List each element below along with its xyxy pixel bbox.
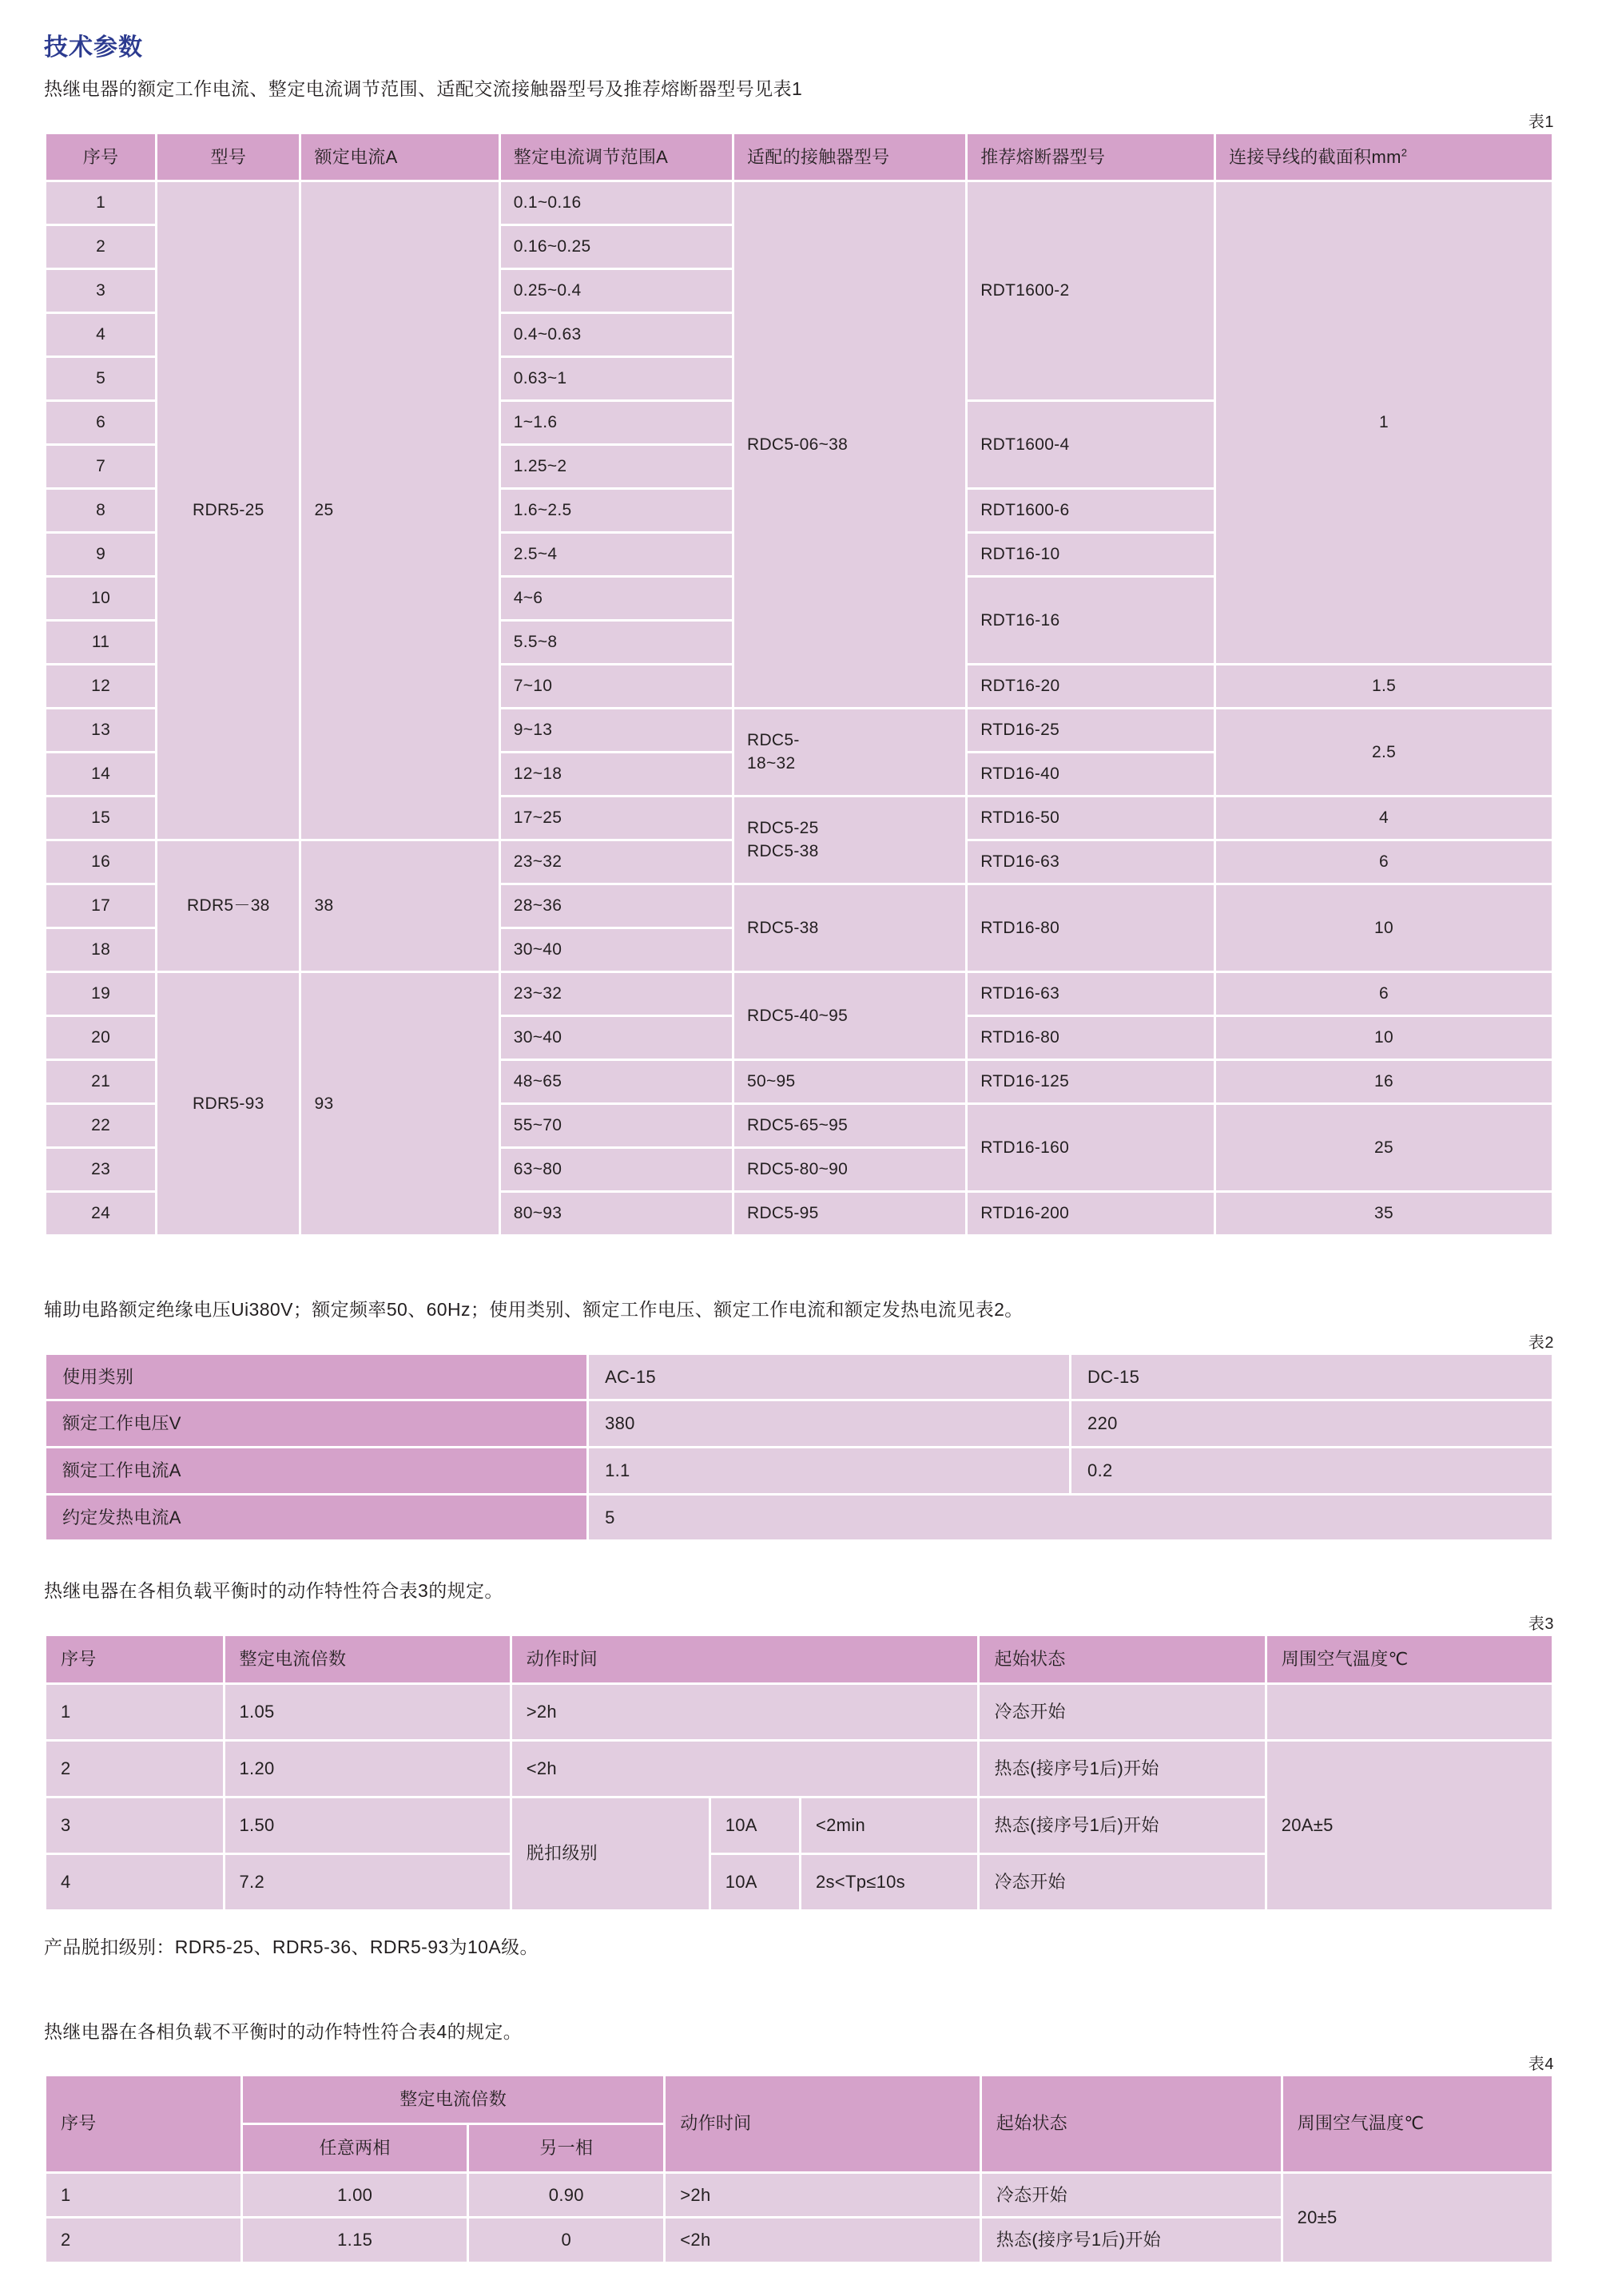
table1-cell-no: 6: [46, 402, 155, 443]
table3-cell-action-time: 2s<Tp≤10s: [801, 1855, 978, 1909]
table3-col-no: 序号: [46, 1636, 223, 1682]
table4-col-mult-group: 整定电流倍数: [243, 2076, 663, 2123]
table-2-aux-circuit: [44, 1353, 1554, 1543]
table3-cell-multiplier: 7.2: [225, 1855, 510, 1909]
table3-cell-no: 2: [46, 1742, 223, 1796]
table2-caption-row: [44, 1329, 1554, 1353]
table1-cell-setting-range: 0.25~0.4: [501, 270, 732, 312]
table1-caption-row: [44, 108, 1554, 132]
table3-cell-trip-grade: 10A: [711, 1798, 799, 1853]
table1-cell-fuse: RTD16-50: [968, 797, 1214, 839]
table1-cell-contactor: RDC5-95: [734, 1193, 965, 1234]
table1-caption: 表1: [1528, 113, 1554, 131]
table3-body: [46, 1685, 1552, 1909]
table3-cell-trip-grade: 10A: [711, 1855, 799, 1909]
table1-cell-contactor: RDC5-40~95: [734, 973, 965, 1059]
table1-col-wire-section-text: 连接导线的截面积mm: [1229, 146, 1401, 167]
table1-cell-contactor: 50~95: [734, 1061, 965, 1102]
table-row: [46, 2174, 1552, 2217]
table1-cell-no: 24: [46, 1193, 155, 1234]
table1-cell-no: 11: [46, 622, 155, 663]
table1-cell-rated-current: 38: [301, 841, 498, 971]
table4-col-state: 起始状态: [982, 2076, 1281, 2171]
table3-col-action-time: 动作时间: [512, 1636, 978, 1682]
table3-cell-action-time: <2min: [801, 1798, 978, 1853]
table4-cell-no: 2: [46, 2219, 240, 2262]
table2-body: [46, 1355, 1552, 1540]
table2-cell-value: 5: [589, 1496, 1552, 1540]
table1-cell-no: 23: [46, 1149, 155, 1190]
table3-cell-initial-state: 热态(接序号1后)开始: [980, 1742, 1264, 1796]
table-row: [46, 1355, 1552, 1400]
table1-cell-no: 7: [46, 446, 155, 487]
table1-cell-wire-section: 16: [1216, 1061, 1552, 1102]
table1-cell-no: 15: [46, 797, 155, 839]
table1-cell-contactor: RDC5-80~90: [734, 1149, 965, 1190]
table1-col-contactor: 适配的接触器型号: [734, 134, 965, 181]
table-row: [46, 1448, 1552, 1493]
table3-col-mult: 整定电流倍数: [225, 1636, 510, 1682]
table1-lead-text: 热继电器的额定工作电流、整定电流调节范围、适配交流接触器型号及推荐熔断器型号见表1: [44, 78, 803, 99]
table1-cell-no: 17: [46, 885, 155, 927]
table2-cell-ac: AC-15: [589, 1355, 1069, 1400]
table4-col-ambient-text: 周围空气温度: [1297, 2113, 1405, 2134]
table1-cell-no: 2: [46, 226, 155, 268]
table2-row-label: 使用类别: [46, 1355, 586, 1400]
table1-cell-wire-section: 1.5: [1216, 665, 1552, 707]
table4-header-row-1: [46, 2076, 1552, 2123]
table1-cell-wire-section: 1: [1216, 182, 1552, 663]
table1-cell-contactor: RDC5-38: [734, 885, 965, 971]
table1-cell-setting-range: 1.25~2: [501, 446, 732, 487]
table1-cell-setting-range: 0.63~1: [501, 358, 732, 399]
table4-col-ambient-unit: ℃: [1404, 2113, 1425, 2134]
table2-cell-ac: 1.1: [589, 1448, 1069, 1493]
table4-cell-other-phase: 0.90: [469, 2174, 663, 2217]
table1-col-wire-section-sup: 2: [1401, 146, 1408, 159]
table4-caption: 表4: [1528, 2056, 1554, 2074]
table1-cell-no: 1: [46, 182, 155, 224]
table2-caption: 表2: [1528, 1333, 1554, 1352]
table3-lead-text: 热继电器在各相负载平衡时的动作特性符合表3的规定。: [44, 1580, 503, 1602]
table4-cell-no: 1: [46, 2174, 240, 2217]
table1-body: [46, 182, 1552, 1234]
table1-cell-wire-section: 10: [1216, 1017, 1552, 1059]
table1-cell-no: 9: [46, 534, 155, 575]
table1-col-setting-range: 整定电流调节范围A: [501, 134, 732, 181]
spacer-after-table1: [44, 1237, 1554, 1296]
table1-cell-setting-range: 30~40: [501, 1017, 732, 1059]
table3-cell-no: 4: [46, 1855, 223, 1909]
table1-col-fuse: 推荐熔断器型号: [968, 134, 1214, 181]
table1-cell-fuse: RDT16-16: [968, 578, 1214, 663]
table1-cell-setting-range: 23~32: [501, 841, 732, 883]
table1-cell-no: 5: [46, 358, 155, 399]
table-3-balanced-load: [44, 1634, 1554, 1912]
table1-cell-no: 3: [46, 270, 155, 312]
table1-cell-contactor: RDC5-06~38: [734, 182, 965, 707]
table1-cell-setting-range: 0.16~0.25: [501, 226, 732, 268]
table3-cell-multiplier: 1.50: [225, 1798, 510, 1853]
table3-caption-row: [44, 1610, 1554, 1634]
table3-col-state: 起始状态: [980, 1636, 1264, 1682]
table-row: [46, 973, 1552, 1015]
table2-row-label: 额定工作电流A: [46, 1448, 586, 1493]
table3-cell-action-time: <2h: [512, 1742, 978, 1796]
table1-cell-fuse: RTD16-200: [968, 1193, 1214, 1234]
table3-cell-initial-state: 热态(接序号1后)开始: [980, 1798, 1264, 1853]
table1-cell-no: 12: [46, 665, 155, 707]
table-row: [46, 1401, 1552, 1446]
table1-cell-fuse: RDT1600-2: [968, 182, 1214, 399]
table1-cell-fuse: RTD16-25: [968, 709, 1214, 751]
table2-lead-text: 辅助电路额定绝缘电压Ui380V；额定频率50、60Hz；使用类别、额定工作电压、额定工作电流和额定发热电流见表2。: [44, 1299, 1024, 1321]
table1-cell-setting-range: 0.1~0.16: [501, 182, 732, 224]
table1-cell-setting-range: 4~6: [501, 578, 732, 619]
table4-col-ambient: [1283, 2076, 1552, 2171]
table3-cell-initial-state: 冷态开始: [980, 1685, 1264, 1739]
table1-cell-fuse: RDT16-10: [968, 534, 1214, 575]
table1-cell-fuse: RTD16-80: [968, 1017, 1214, 1059]
table3-cell-trip-grade-label: 脱扣级别: [512, 1798, 709, 1909]
table1-cell-wire-section: 35: [1216, 1193, 1552, 1234]
table1-cell-setting-range: 7~10: [501, 665, 732, 707]
table4-col-other-phase: 另一相: [469, 2125, 663, 2171]
table2-cell-dc: 220: [1071, 1401, 1552, 1446]
table1-cell-no: 20: [46, 1017, 155, 1059]
table1-cell-fuse: RDT1600-6: [968, 490, 1214, 531]
page-title: 技术参数: [44, 34, 143, 61]
table3-cell-multiplier: 1.05: [225, 1685, 510, 1739]
table1-cell-setting-range: 17~25: [501, 797, 732, 839]
table3-cell-initial-state: 冷态开始: [980, 1855, 1264, 1909]
table1-col-rated-current: 额定电流A: [301, 134, 498, 181]
table1-cell-setting-range: 80~93: [501, 1193, 732, 1234]
spacer-after-table3: [44, 1959, 1554, 2018]
table1-cell-no: 8: [46, 490, 155, 531]
table2-cell-dc: DC-15: [1071, 1355, 1552, 1400]
table2-row-label: 额定工作电压V: [46, 1401, 586, 1446]
table1-cell-setting-range: 23~32: [501, 973, 732, 1015]
table1-cell-setting-range: 28~36: [501, 885, 732, 927]
table1-cell-model: RDR5-93: [157, 973, 299, 1234]
table1-cell-contactor: RDC5-65~95: [734, 1105, 965, 1146]
table1-cell-setting-range: 0.4~0.63: [501, 314, 732, 356]
table1-cell-fuse: RTD16-125: [968, 1061, 1214, 1102]
table1-cell-fuse: RTD16-63: [968, 973, 1214, 1015]
table1-cell-setting-range: 2.5~4: [501, 534, 732, 575]
table1-cell-no: 19: [46, 973, 155, 1015]
table1-cell-wire-section: 10: [1216, 885, 1552, 971]
table-4-unbalanced-load: [44, 2074, 1554, 2264]
table4-col-no: 序号: [46, 2076, 240, 2171]
table3-col-ambient: [1267, 1636, 1552, 1682]
table1-header-row: [46, 134, 1552, 181]
table1-cell-contactor: RDC5- 18~32: [734, 709, 965, 795]
table1-cell-setting-range: 1~1.6: [501, 402, 732, 443]
table1-cell-wire-section: 25: [1216, 1105, 1552, 1190]
table-row: [46, 1685, 1552, 1739]
table1-col-model: 型号: [157, 134, 299, 181]
table4-cell-initial-state: 冷态开始: [982, 2174, 1281, 2217]
table1-cell-wire-section: 2.5: [1216, 709, 1552, 795]
table4-cell-action-time: <2h: [666, 2219, 979, 2262]
table4-cell-ambient-temp: 20±5: [1283, 2174, 1552, 2262]
table-1-rated-current: [44, 132, 1554, 1237]
table-row: [46, 1742, 1552, 1796]
table1-cell-fuse: RDT1600-4: [968, 402, 1214, 487]
table1-cell-setting-range: 63~80: [501, 1149, 732, 1190]
table1-cell-setting-range: 1.6~2.5: [501, 490, 732, 531]
table1-cell-no: 16: [46, 841, 155, 883]
table1-cell-wire-section: 6: [1216, 841, 1552, 883]
table1-col-wire-section: [1216, 134, 1552, 181]
table1-cell-rated-current: 93: [301, 973, 498, 1234]
table4-lead-text: 热继电器在各相负载不平衡时的动作特性符合表4的规定。: [44, 2020, 523, 2042]
table2-cell-ac: 380: [589, 1401, 1069, 1446]
table1-cell-no: 14: [46, 753, 155, 795]
table3-col-ambient-text: 周围空气温度: [1281, 1648, 1389, 1669]
table4-caption-row: [44, 2050, 1554, 2074]
table1-cell-setting-range: 48~65: [501, 1061, 732, 1102]
table1-cell-fuse: RTD16-160: [968, 1105, 1214, 1190]
table3-col-ambient-unit: ℃: [1388, 1648, 1409, 1669]
table3-cell-no: 1: [46, 1685, 223, 1739]
table1-cell-contactor: RDC5-25 RDC5-38: [734, 797, 965, 883]
table4-body: [46, 2174, 1552, 2262]
table3-cell-ambient-temp: 20A±5: [1267, 1742, 1552, 1909]
table1-cell-no: 4: [46, 314, 155, 356]
table1-col-no: 序号: [46, 134, 155, 181]
table3-cell-ambient-blank: [1267, 1685, 1552, 1739]
table1-cell-fuse: RTD16-40: [968, 753, 1214, 795]
table2-row-label: 约定发热电流A: [46, 1496, 586, 1540]
table1-cell-setting-range: 55~70: [501, 1105, 732, 1146]
table1-cell-wire-section: 4: [1216, 797, 1552, 839]
table4-col-action-time: 动作时间: [666, 2076, 979, 2171]
table-row: [46, 182, 1552, 224]
table3-caption: 表3: [1528, 1615, 1554, 1633]
table1-cell-setting-range: 12~18: [501, 753, 732, 795]
table1-cell-fuse: RTD16-63: [968, 841, 1214, 883]
table4-col-any-two-phase: 任意两相: [243, 2125, 467, 2171]
table4-cell-initial-state: 热态(接序号1后)开始: [982, 2219, 1281, 2262]
spacer-after-table2: [44, 1542, 1554, 1577]
table1-cell-fuse: RTD16-80: [968, 885, 1214, 971]
table3-cell-multiplier: 1.20: [225, 1742, 510, 1796]
table4-cell-any-two-phase: 1.00: [243, 2174, 467, 2217]
table1-cell-model: RDR5-25: [157, 182, 299, 839]
table3-cell-action-time: >2h: [512, 1685, 978, 1739]
table4-cell-action-time: >2h: [666, 2174, 979, 2217]
table1-cell-no: 21: [46, 1061, 155, 1102]
table1-cell-no: 18: [46, 929, 155, 971]
table3-header-row: [46, 1636, 1552, 1682]
table1-cell-no: 13: [46, 709, 155, 751]
table1-cell-model: RDR5－38: [157, 841, 299, 971]
table1-cell-no: 22: [46, 1105, 155, 1146]
table1-cell-wire-section: 6: [1216, 973, 1552, 1015]
table1-cell-setting-range: 30~40: [501, 929, 732, 971]
table1-cell-no: 10: [46, 578, 155, 619]
table1-cell-setting-range: 5.5~8: [501, 622, 732, 663]
table3-note: 产品脱扣级别：RDR5-25、RDR5-36、RDR5-93为10A级。: [44, 1936, 539, 1957]
table1-cell-setting-range: 9~13: [501, 709, 732, 751]
table1-cell-fuse: RDT16-20: [968, 665, 1214, 707]
table-row: [46, 1496, 1552, 1540]
table4-cell-other-phase: 0: [469, 2219, 663, 2262]
table1-cell-rated-current: 25: [301, 182, 498, 839]
table4-cell-any-two-phase: 1.15: [243, 2219, 467, 2262]
table2-cell-dc: 0.2: [1071, 1448, 1552, 1493]
table3-cell-no: 3: [46, 1798, 223, 1853]
